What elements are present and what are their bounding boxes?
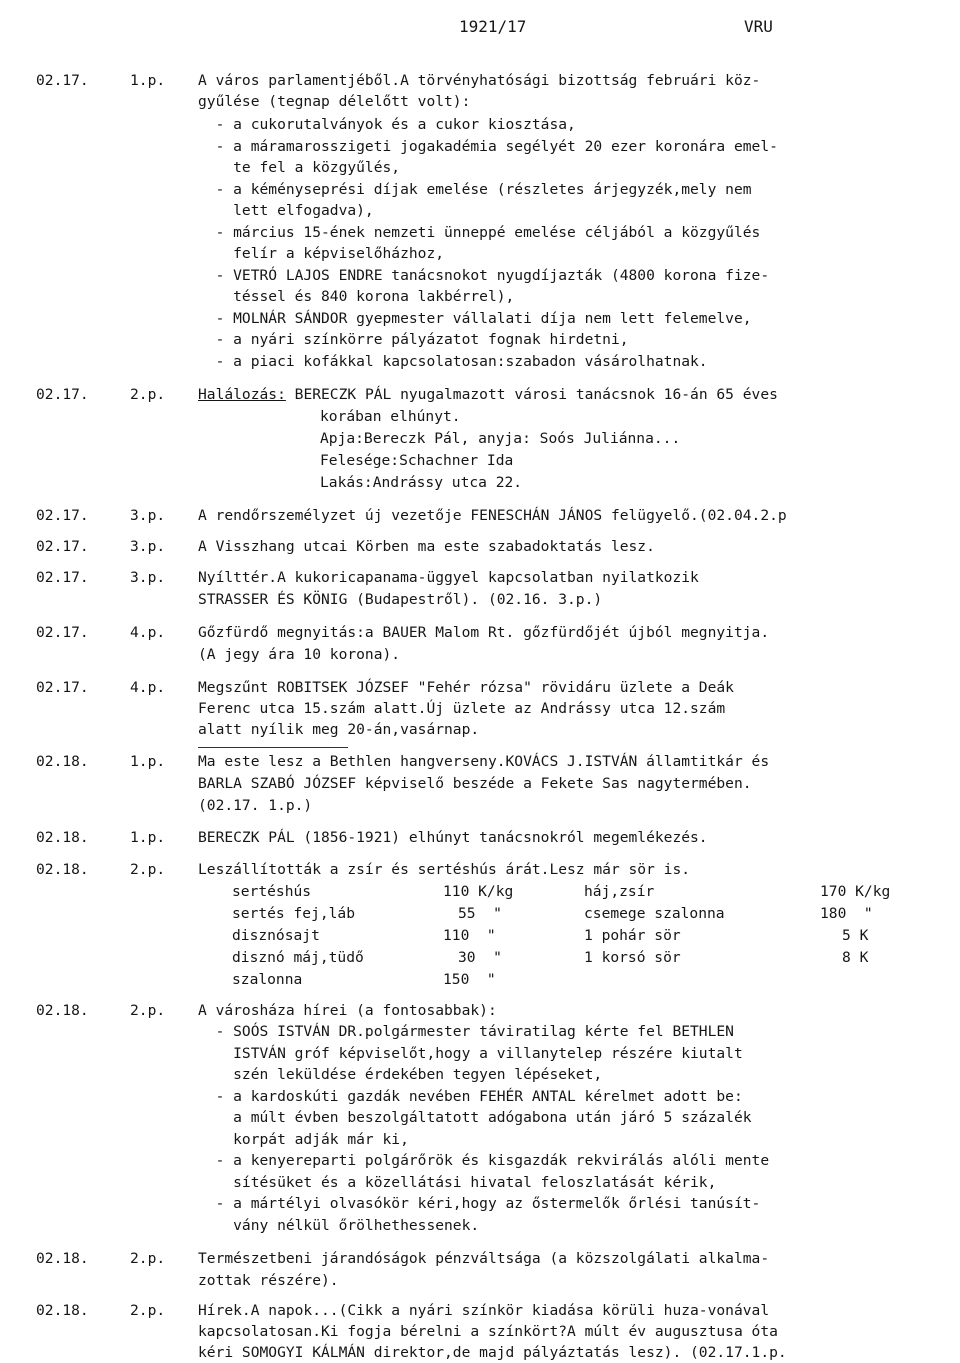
entry-line: - a kenyereparti polgárőrök és kisgazdák rekvirálás alóli mente	[198, 1152, 770, 1169]
entry-line: A város parlamentjéből.A törvényhatósági bizottság februári köz-	[198, 72, 761, 89]
entry-date: 02.18.	[36, 753, 89, 770]
entry-line: - SOÓS ISTVÁN DR.polgármester táviratilag kérte fel BETHLEN	[198, 1023, 734, 1040]
entry-line: Megszűnt ROBITSEK JÓZSEF "Fehér rózsa" rövidáru üzlete a Deák	[198, 679, 734, 696]
rule-line	[198, 747, 348, 748]
entry-line: A városháza hírei (a fontosabbak):	[198, 1002, 497, 1019]
entry-date: 02.17.	[36, 569, 89, 586]
entry-page: 4.p.	[130, 624, 166, 641]
price-item: 1 korsó sör	[584, 949, 681, 966]
entry-page: 2.p.	[130, 1302, 166, 1319]
entry-heading: Halálozás:	[198, 386, 286, 403]
entry-line: a múlt évben beszolgáltatott adógabona után járó 5 százalék	[198, 1109, 752, 1126]
entry-line: lett elfogadva),	[198, 202, 374, 219]
entry-line: - a kéményseprési díjak emelése (részletes árjegyzék,mely nem	[198, 181, 752, 198]
entry-line: (A jegy ára 10 korona).	[198, 646, 401, 663]
price-value: 110 K/kg	[443, 883, 514, 900]
entry-line: Apja:Bereczk Pál, anyja: Soós Juliánna...	[320, 430, 681, 447]
entry-date: 02.17.	[36, 507, 89, 524]
entry-date: 02.18.	[36, 829, 89, 846]
entry-line: - a mártélyi olvasókör kéri,hogy az őstermelők őrlési tanúsít-	[198, 1195, 761, 1212]
entry-line: - a piaci kofákkal kapcsolatosan:szabadon vásárolhatnak.	[198, 353, 708, 370]
price-value: 55 "	[458, 905, 502, 922]
entry-line: alatt nyílik meg 20-án,vasárnap.	[198, 721, 480, 738]
entry-page: 4.p.	[130, 679, 166, 696]
entry-line: BERECZK PÁL nyugalmazott városi tanácsnok 16-án 65 éves	[285, 386, 778, 403]
entry-line: kéri SOMOGYI KÁLMÁN direktor,de majd pályáztatás lesz). (02.17.1.p.	[198, 1344, 787, 1361]
price-item: disznó máj,tüdő	[232, 949, 364, 966]
entry-line: Hírek.A napok...(Cikk a nyári színkör kiadása körüli huza-vonával	[198, 1302, 770, 1319]
entry-page: 2.p.	[130, 861, 166, 878]
entry-line: szén leküldése érdekében tegyen lépéseket,	[198, 1066, 603, 1083]
entry-date: 02.18.	[36, 1302, 89, 1319]
entry-line: felír a képviselőházhoz,	[198, 245, 445, 262]
entry-page: 3.p.	[130, 507, 166, 524]
entry-line: - a kardoskúti gazdák nevében FEHÉR ANTAL kérelmet adott be:	[198, 1088, 743, 1105]
entry-line: Nyílttér.A kukoricapanama-üggyel kapcsolatban nyilatkozik	[198, 569, 699, 586]
entry-line: Ma este lesz a Bethlen hangverseny.KOVÁCS J.ISTVÁN államtitkár és	[198, 753, 770, 770]
entry-page: 1.p.	[130, 753, 166, 770]
entry-line: ISTVÁN gróf képviselőt,hogy a villanytelep részére kiutalt	[198, 1045, 743, 1062]
price-item: szalonna	[232, 971, 303, 988]
entry-line: téssel és 840 korona lakbérrel),	[198, 288, 515, 305]
entry-line: - MOLNÁR SÁNDOR gyepmester vállalati díja nem lett felemelve,	[198, 310, 752, 327]
entry-page: 3.p.	[130, 569, 166, 586]
header-date: 1921/17	[459, 17, 527, 36]
entry-date: 02.17.	[36, 679, 89, 696]
entry-date: 02.17.	[36, 538, 89, 555]
entry-page: 1.p.	[130, 72, 166, 89]
entry-date: 02.17.	[36, 386, 89, 403]
price-item: háj,zsír	[584, 883, 655, 900]
entry-line: - VETRÓ LAJOS ENDRE tanácsnokot nyugdíjazták (4800 korona fize-	[198, 267, 770, 284]
entry-line: Lakás:Andrássy utca 22.	[320, 474, 523, 491]
entry-line: korában elhúnyt.	[320, 408, 461, 425]
entry-page: 2.p.	[130, 1250, 166, 1267]
entry-date: 02.18.	[36, 1002, 89, 1019]
entry-line: - március 15-ének nemzeti ünneppé emelése céljából a közgyűlés	[198, 224, 761, 241]
entry-line: A Visszhang utcai Körben ma este szabadoktatás lesz.	[198, 538, 655, 555]
entry-line: sítésüket és a közellátási hivatal feloszlatását kérik,	[198, 1174, 717, 1191]
entry-date: 02.18.	[36, 1250, 89, 1267]
entry-line: Felesége:Schachner Ida	[320, 452, 514, 469]
price-item: sertés fej,láb	[232, 905, 356, 922]
price-value: 8 K	[842, 949, 869, 966]
entry-line: Természetbeni járandóságok pénzváltsága (a közszolgálati alkalma-	[198, 1250, 770, 1267]
entry-line: BARLA SZABÓ JÓZSEF képviselő beszéde a Fekete Sas nagytermében.	[198, 775, 752, 792]
entry-date: 02.17.	[36, 72, 89, 89]
header-code: VRU	[744, 17, 773, 36]
entry-page: 1.p.	[130, 829, 166, 846]
price-value: 170 K/kg	[820, 883, 891, 900]
entry-page: 2.p.	[130, 386, 166, 403]
price-item: 1 pohár sör	[584, 927, 681, 944]
entry-line: te fel a közgyűlés,	[198, 159, 401, 176]
price-item: csemege szalonna	[584, 905, 725, 922]
entry-line: Leszállították a zsír és sertéshús árát.Lesz már sör is.	[198, 861, 691, 878]
price-value: 180 "	[820, 905, 873, 922]
entry-date: 02.18.	[36, 861, 89, 878]
entry-page: 3.p.	[130, 538, 166, 555]
price-value: 30 "	[458, 949, 502, 966]
entry-line: - a nyári színkörre pályázatot fognak hirdetni,	[198, 331, 629, 348]
entry-line: - a máramarosszigeti jogakadémia segélyét 20 ezer koronára emel-	[198, 138, 778, 155]
entry-line: zottak részére).	[198, 1272, 339, 1289]
price-item: disznósajt	[232, 927, 320, 944]
entry-line: kapcsolatosan.Ki fogja bérelni a színkört?A múlt év augusztusa óta	[198, 1323, 778, 1340]
entry-line: Gőzfürdő megnyitás:a BAUER Malom Rt. gőzfürdőjét újból megnyitja.	[198, 624, 770, 641]
price-value: 150 "	[443, 971, 496, 988]
entry-date: 02.17.	[36, 624, 89, 641]
entry-line: STRASSER ÉS KÖNIG (Budapestről). (02.16. 3.p.)	[198, 591, 603, 608]
entry-line: A rendőrszemélyzet új vezetője FENESCHÁN JÁNOS felügyelő.(02.04.2.p	[198, 507, 787, 524]
entry-line: korpát adják már ki,	[198, 1131, 409, 1148]
entry-first-line	[198, 384, 778, 405]
price-item: sertéshús	[232, 883, 312, 900]
price-value: 110 "	[443, 927, 496, 944]
entry-line: BERECZK PÁL (1856-1921) elhúnyt tanácsnokról megemlékezés.	[198, 829, 708, 846]
entry-line: Ferenc utca 15.szám alatt.Új üzlete az Andrássy utca 12.szám	[198, 700, 726, 717]
entry-line: - a cukorutalványok és a cukor kiosztása,	[198, 116, 576, 133]
price-value: 5 K	[842, 927, 869, 944]
entry-line: (02.17. 1.p.)	[198, 797, 313, 814]
entry-page: 2.p.	[130, 1002, 166, 1019]
entry-line: gyűlése (tegnap délelőtt volt):	[198, 93, 471, 110]
entry-line: vány nélkül őrölhethessenek.	[198, 1217, 480, 1234]
